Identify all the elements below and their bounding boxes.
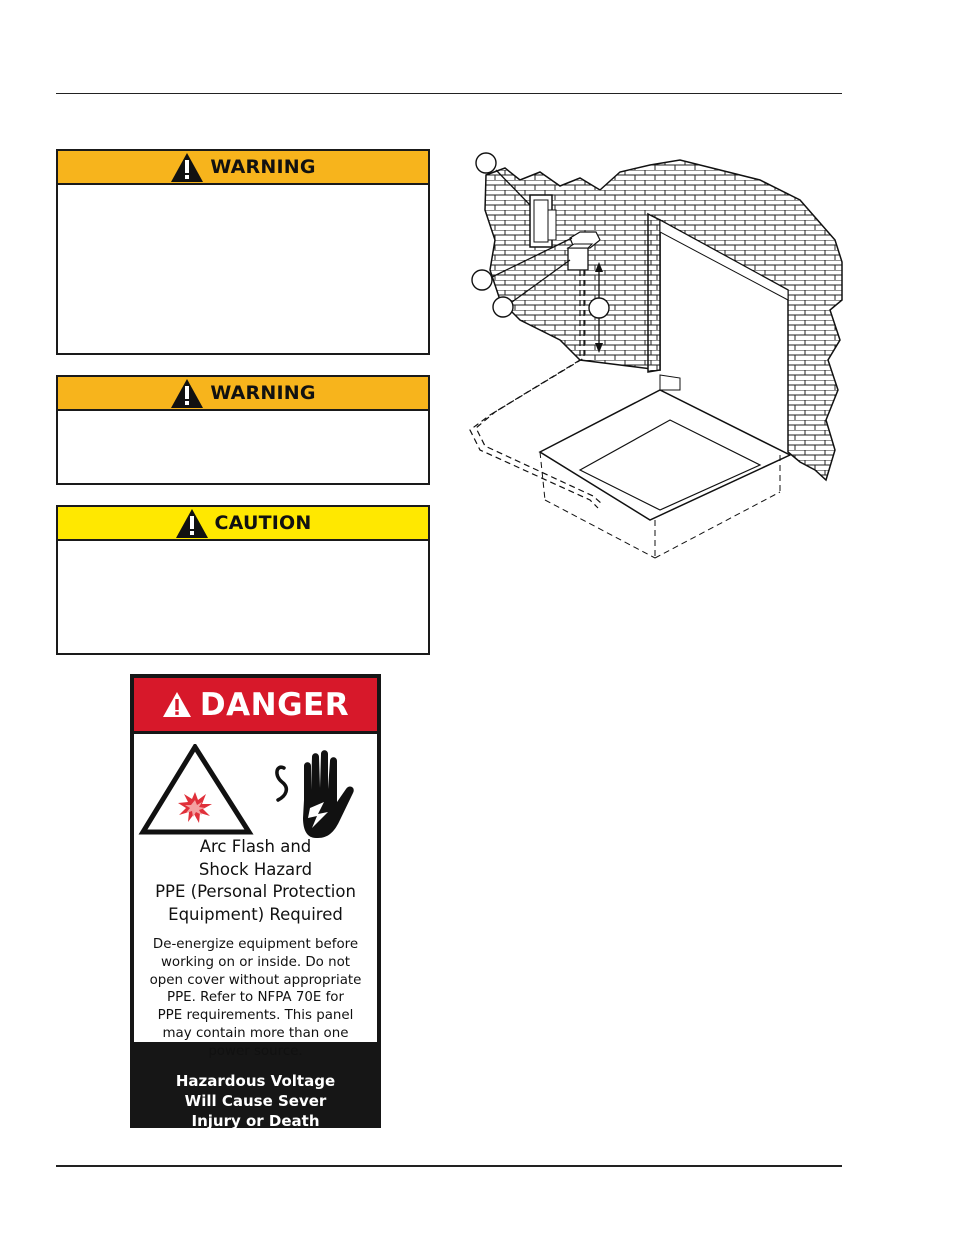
danger-description: De-energize equipment before working on or inside. Do not open cover without appropriate PPE. Refer to NFPA 70E for PPE requirements. This panel may contain more than one power source. xyxy=(149,937,362,1059)
danger-headline: Arc Flash and Shock Hazard PPE (Personal Protection Equipment) Required xyxy=(155,837,356,924)
notice-label: WARNING xyxy=(210,156,316,178)
notice-body xyxy=(58,541,428,653)
pit-outline xyxy=(540,375,790,558)
caution-notice xyxy=(56,505,430,655)
footer-rule xyxy=(56,1165,842,1167)
danger-title: DANGER xyxy=(199,686,350,723)
disconnect-switch xyxy=(530,195,556,247)
notice-label: WARNING xyxy=(210,382,316,404)
warning-notice-1 xyxy=(56,149,430,355)
notice-body xyxy=(58,185,428,353)
electric-shock-hand-icon xyxy=(277,750,354,838)
danger-body xyxy=(134,734,377,1059)
danger-label xyxy=(130,674,381,1128)
junction-box xyxy=(568,244,592,270)
alert-triangle-icon xyxy=(170,378,204,409)
warning-header xyxy=(58,377,428,411)
warning-header xyxy=(58,151,428,185)
dock-installation-figure xyxy=(460,140,845,570)
notice-body xyxy=(58,411,428,483)
notice-label: CAUTION xyxy=(214,512,312,534)
caution-header xyxy=(58,507,428,541)
alert-triangle-icon xyxy=(170,152,204,183)
warning-notice-2 xyxy=(56,375,430,485)
arc-flash-icon xyxy=(143,747,249,832)
alert-triangle-icon xyxy=(175,508,209,539)
alert-triangle-icon xyxy=(162,691,192,718)
header-rule xyxy=(56,93,842,94)
danger-header xyxy=(134,678,377,731)
danger-footer: Hazardous Voltage Will Cause Sever Injury or Death xyxy=(175,1072,336,1130)
